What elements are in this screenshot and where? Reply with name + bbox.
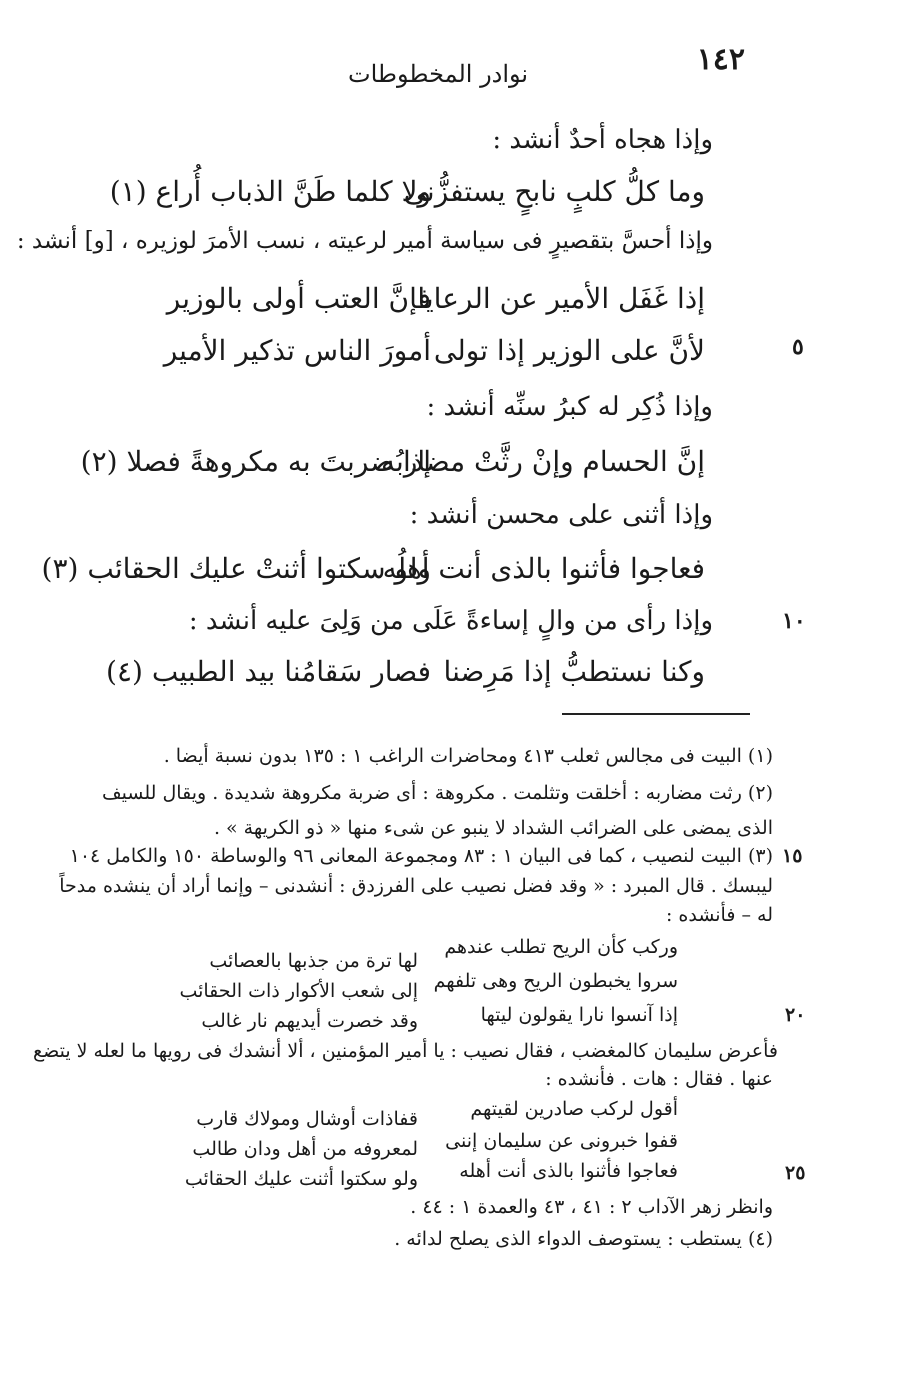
footnote-2-line-2: الذى يمضى على الضرائب الشداد لا ينبو عن شىء منها « ذو الكريهة » . <box>213 817 773 839</box>
footnote-4: (٤) يستطب : يستوصف الدواء الذى يصلح لدائه . <box>394 1228 773 1250</box>
intro-line-2: وإذا أحسَّ بتقصيرٍ فى سياسة أمير لرعيته ، نسب الأمرَ لوزيره ، [و] أنشد : <box>16 228 713 254</box>
verse-6-second-hemistich: فصار سَقامُنا بيد الطبيب (٤) <box>106 655 431 688</box>
line-number-20: ٢٠ <box>785 1004 806 1026</box>
footnote-3-line-2: ليبسك . قال المبرد : « وقد فضل نصيب على الفرزدق : أنشدنى – وإنما أراد أن ينشده مدحاً <box>59 875 773 897</box>
verse-4-first-hemistich: إنَّ الحسام وإنْ رثَّتْ مضاربُه <box>381 445 705 478</box>
verse-4-second-hemistich: إذا ضربتَ به مكروهةً فصلا (٢) <box>80 445 431 478</box>
intro-line-4: وإذا أثنى على محسن أنشد : <box>409 500 713 530</box>
verse-1-first-hemistich: وما كلُّ كلبٍ نابحٍ يستفزُّنى <box>403 175 705 208</box>
footnote-1: (١) البيت فى مجالس ثعلب ٤١٣ ومحاضرات الراغب ١ : ١٣٥ بدون نسبة أيضا . <box>163 745 773 767</box>
line-number-10: ١٠ <box>782 608 806 634</box>
verse-5-second-hemistich: ولو سكتوا أثنتْ عليك الحقائب (٣) <box>41 552 431 585</box>
running-title: نوادر المخطوطات <box>348 60 529 88</box>
footnote-3-line-4: فأعرض سليمان كالمغضب ، فقال نصيب : يا أمير المؤمنين ، ألا أنشدك فى رويها ما لعله لا يتضع <box>33 1040 778 1062</box>
footnote-2-line-1: (٢) رثت مضاربه : أخلقت وتثلمت . مكروهة : أى ضربة مكروهة شديدة . ويقال للسيف <box>102 782 773 804</box>
poem-1-verse-2-first: سروا يخبطون الريح وهى تلفهم <box>433 970 678 992</box>
footnote-3-line-6: وانظر زهر الآداب ٢ : ٤١ ، ٤٣ والعمدة ١ : ٤٤ . <box>410 1196 773 1218</box>
line-number-5: ٥ <box>792 334 804 360</box>
page-number: ١٤٢ <box>696 42 745 77</box>
poem-1-verse-1-second: لها ترة من جذبها بالعصائب <box>209 950 418 972</box>
poem-2-verse-3-second: ولو سكتوا أثنت عليك الحقائب <box>184 1168 418 1190</box>
verse-5-first-hemistich: فعاجوا فأثنوا بالذى أنت أهلُه <box>382 552 705 585</box>
verse-2-second-hemistich: فإنَّ العتب أولى بالوزير <box>166 282 431 315</box>
poem-2-verse-2-second: لمعروفه من أهل ودان طالب <box>192 1138 418 1160</box>
poem-2-verse-1-first: أقول لركب صادرين لقيتهم <box>470 1098 678 1120</box>
verse-3-first-hemistich: لأنَّ على الوزير إذا تولى <box>433 334 705 367</box>
verse-2-first-hemistich: إذا غَفَل الأمير عن الرعايا <box>417 282 705 315</box>
verse-1-second-hemistich: ولا كلما طَنَّ الذباب أُراع (١) <box>109 175 431 208</box>
verse-3-second-hemistich: أمورَ الناس تذكير الأمير <box>163 334 431 367</box>
footnote-3-line-1: (٣) البيت لنصيب ، كما فى البيان ١ : ٨٣ ومجموعة المعانى ٩٦ والوساطة ١٥٠ والكامل ١٠٤ <box>69 845 773 867</box>
verse-6-first-hemistich: وكنا نستطبُّ إذا مَرِضنا <box>443 655 705 688</box>
poem-1-verse-3-second: وقد خصرت أيديهم نار غالب <box>201 1010 418 1032</box>
footnote-3-line-3: له – فأنشده : <box>665 904 773 926</box>
poem-1-verse-1-first: وركب كأن الريح تطلب عندهم <box>444 936 678 958</box>
poem-2-verse-1-second: قفاذات أوشال ومولاك قارب <box>196 1108 418 1130</box>
intro-line-5: وإذا رأى من والٍ إساءةً عَلَى من وَلِىَ عليه أنشد : <box>188 606 713 636</box>
line-number-25: ٢٥ <box>785 1162 806 1184</box>
line-number-15: ١٥ <box>782 845 803 867</box>
intro-line-1: وإذا هجاه أحدٌ أنشد : <box>492 125 713 155</box>
poem-2-verse-2-first: قفوا خبرونى عن سليمان إننى <box>445 1130 678 1152</box>
intro-line-3: وإذا ذُكِر له كبرُ سنِّه أنشد : <box>426 392 713 422</box>
footnote-separator <box>562 713 750 715</box>
poem-1-verse-3-first: إذا آنسوا نارا يقولون ليتها <box>480 1004 678 1026</box>
poem-2-verse-3-first: فعاجوا فأثنوا بالذى أنت أهله <box>459 1160 678 1182</box>
poem-1-verse-2-second: إلى شعب الأكوار ذات الحقائب <box>179 980 418 1002</box>
footnote-3-line-5: عنها . فقال : هات . فأنشده : <box>545 1068 773 1090</box>
